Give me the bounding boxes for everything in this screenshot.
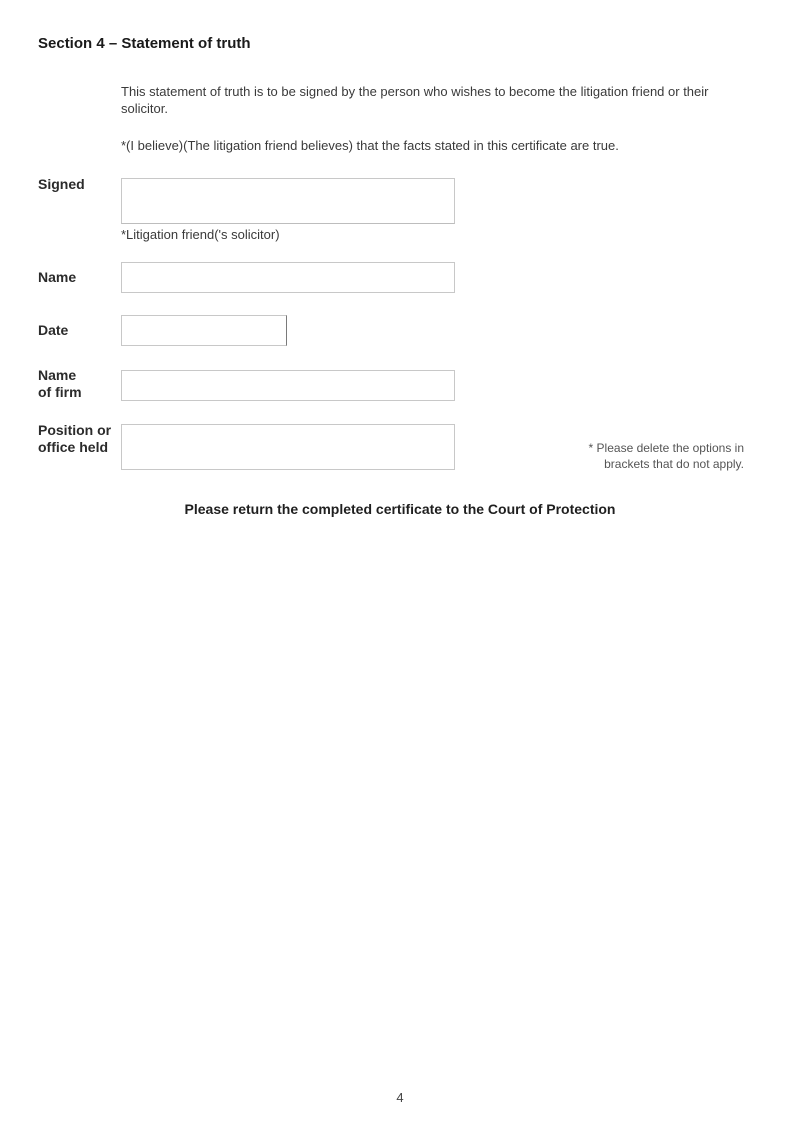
name-field[interactable] bbox=[121, 262, 455, 293]
page-number: 4 bbox=[396, 1090, 404, 1105]
position-field[interactable] bbox=[121, 424, 455, 470]
firm-field[interactable] bbox=[121, 370, 455, 401]
position-label-line1: Position or bbox=[38, 422, 112, 438]
firm-label bbox=[38, 367, 82, 401]
date-field[interactable] bbox=[121, 315, 287, 346]
return-instruction: Please return the completed certificate to the Court of Protection bbox=[184, 501, 616, 517]
note-line2: brackets that do not apply. bbox=[604, 457, 744, 471]
delete-options-note bbox=[560, 440, 744, 472]
signed-field[interactable] bbox=[121, 178, 455, 224]
date-label: Date bbox=[38, 322, 69, 338]
section-title: Section 4 – Statement of truth bbox=[38, 35, 251, 52]
signed-label: Signed bbox=[38, 176, 85, 192]
intro-text: This statement of truth is to be signed by the person who wishes to become the litigation friend or their solicitor. bbox=[121, 84, 709, 116]
name-label: Name bbox=[38, 269, 77, 285]
statement-text: *(I believe)(The litigation friend believes) that the facts stated in this certificate are true. bbox=[121, 138, 619, 153]
position-label-line2: office held bbox=[38, 439, 109, 455]
position-label bbox=[38, 422, 111, 456]
note-line1: * Please delete the options in bbox=[588, 441, 744, 455]
firm-label-line1: Name bbox=[38, 367, 77, 383]
signed-caption: *Litigation friend('s solicitor) bbox=[121, 227, 280, 242]
firm-label-line2: of firm bbox=[38, 384, 82, 400]
